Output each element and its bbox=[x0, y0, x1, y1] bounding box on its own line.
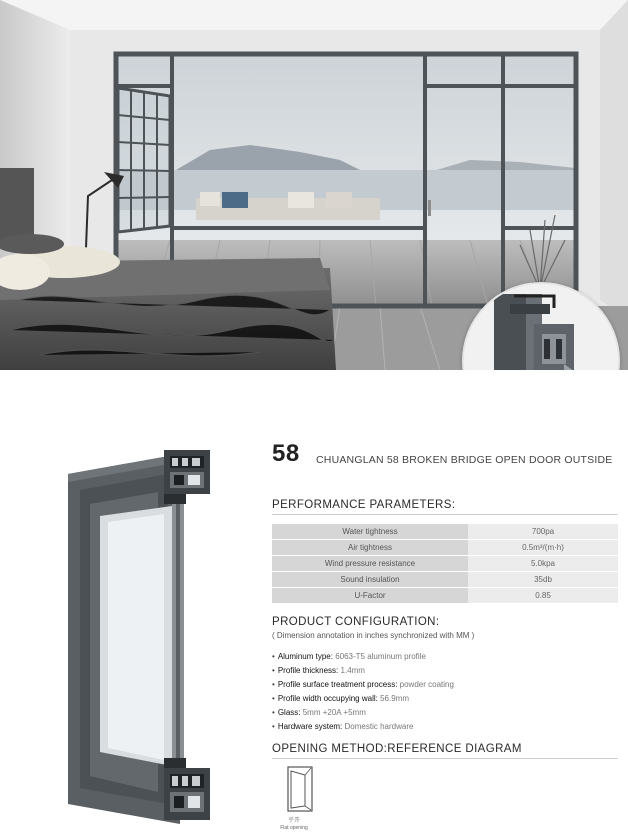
param-value: 0.85 bbox=[468, 588, 618, 603]
hero-photo bbox=[0, 0, 628, 370]
list-item bbox=[272, 664, 454, 678]
param-label: U-Factor bbox=[272, 588, 468, 603]
param-value: 700pa bbox=[468, 524, 618, 539]
config-label: Aluminum type: bbox=[277, 652, 333, 661]
opening-type-en: Flat opening bbox=[280, 825, 308, 831]
list-item bbox=[272, 706, 454, 720]
model-number: 58 bbox=[272, 440, 300, 467]
table-row bbox=[272, 588, 618, 603]
table-row bbox=[272, 556, 618, 571]
param-label: Air tightness bbox=[272, 540, 468, 555]
config-value: 1.4mm bbox=[340, 666, 365, 675]
table-row bbox=[272, 524, 618, 539]
performance-divider bbox=[272, 514, 618, 515]
casement-door-icon bbox=[287, 766, 313, 812]
opening-divider bbox=[272, 758, 618, 759]
model-name: CHUANGLAN 58 BROKEN BRIDGE OPEN DOOR OUTSIDE bbox=[316, 454, 613, 466]
opening-type-cn: 平开 bbox=[287, 817, 300, 824]
config-label: Profile width occupying wall: bbox=[277, 694, 378, 703]
configuration-subtitle: ( Dimension annotation in inches synchronized with MM ) bbox=[272, 631, 475, 640]
param-label: Sound insulation bbox=[272, 572, 468, 587]
config-value: 5mm +20A +5mm bbox=[302, 708, 366, 717]
config-label: Glass: bbox=[277, 708, 301, 717]
list-item bbox=[272, 678, 454, 692]
table-row bbox=[272, 540, 618, 555]
performance-heading: PERFORMANCE PARAMETERS: bbox=[272, 499, 456, 511]
table-row bbox=[272, 572, 618, 587]
config-value: powder coating bbox=[399, 680, 454, 689]
config-value: Domestic hardware bbox=[344, 722, 414, 731]
config-label: Hardware system: bbox=[277, 722, 343, 731]
config-value: 6063-T5 aluminum profile bbox=[335, 652, 426, 661]
config-label: Profile thickness: bbox=[277, 666, 339, 675]
window-profile-illustration bbox=[60, 448, 230, 830]
top-cross-section bbox=[164, 450, 210, 504]
param-value: 0.5m³/(m·h) bbox=[468, 540, 618, 555]
param-value: 35db bbox=[468, 572, 618, 587]
list-item bbox=[272, 692, 454, 706]
param-label: Wind pressure resistance bbox=[272, 556, 468, 571]
list-item bbox=[272, 650, 454, 664]
list-item bbox=[272, 720, 454, 734]
config-value: 56.9mm bbox=[380, 694, 409, 703]
bottom-cross-section bbox=[164, 758, 210, 820]
opening-heading: OPENING METHOD:REFERENCE DIAGRAM bbox=[272, 743, 522, 755]
configuration-list bbox=[272, 650, 454, 734]
performance-table bbox=[272, 523, 618, 604]
configuration-heading: PRODUCT CONFIGURATION: bbox=[272, 616, 440, 628]
param-label: Water tightness bbox=[272, 524, 468, 539]
param-value: 5.0kpa bbox=[468, 556, 618, 571]
config-label: Profile surface treatment process: bbox=[277, 680, 398, 689]
